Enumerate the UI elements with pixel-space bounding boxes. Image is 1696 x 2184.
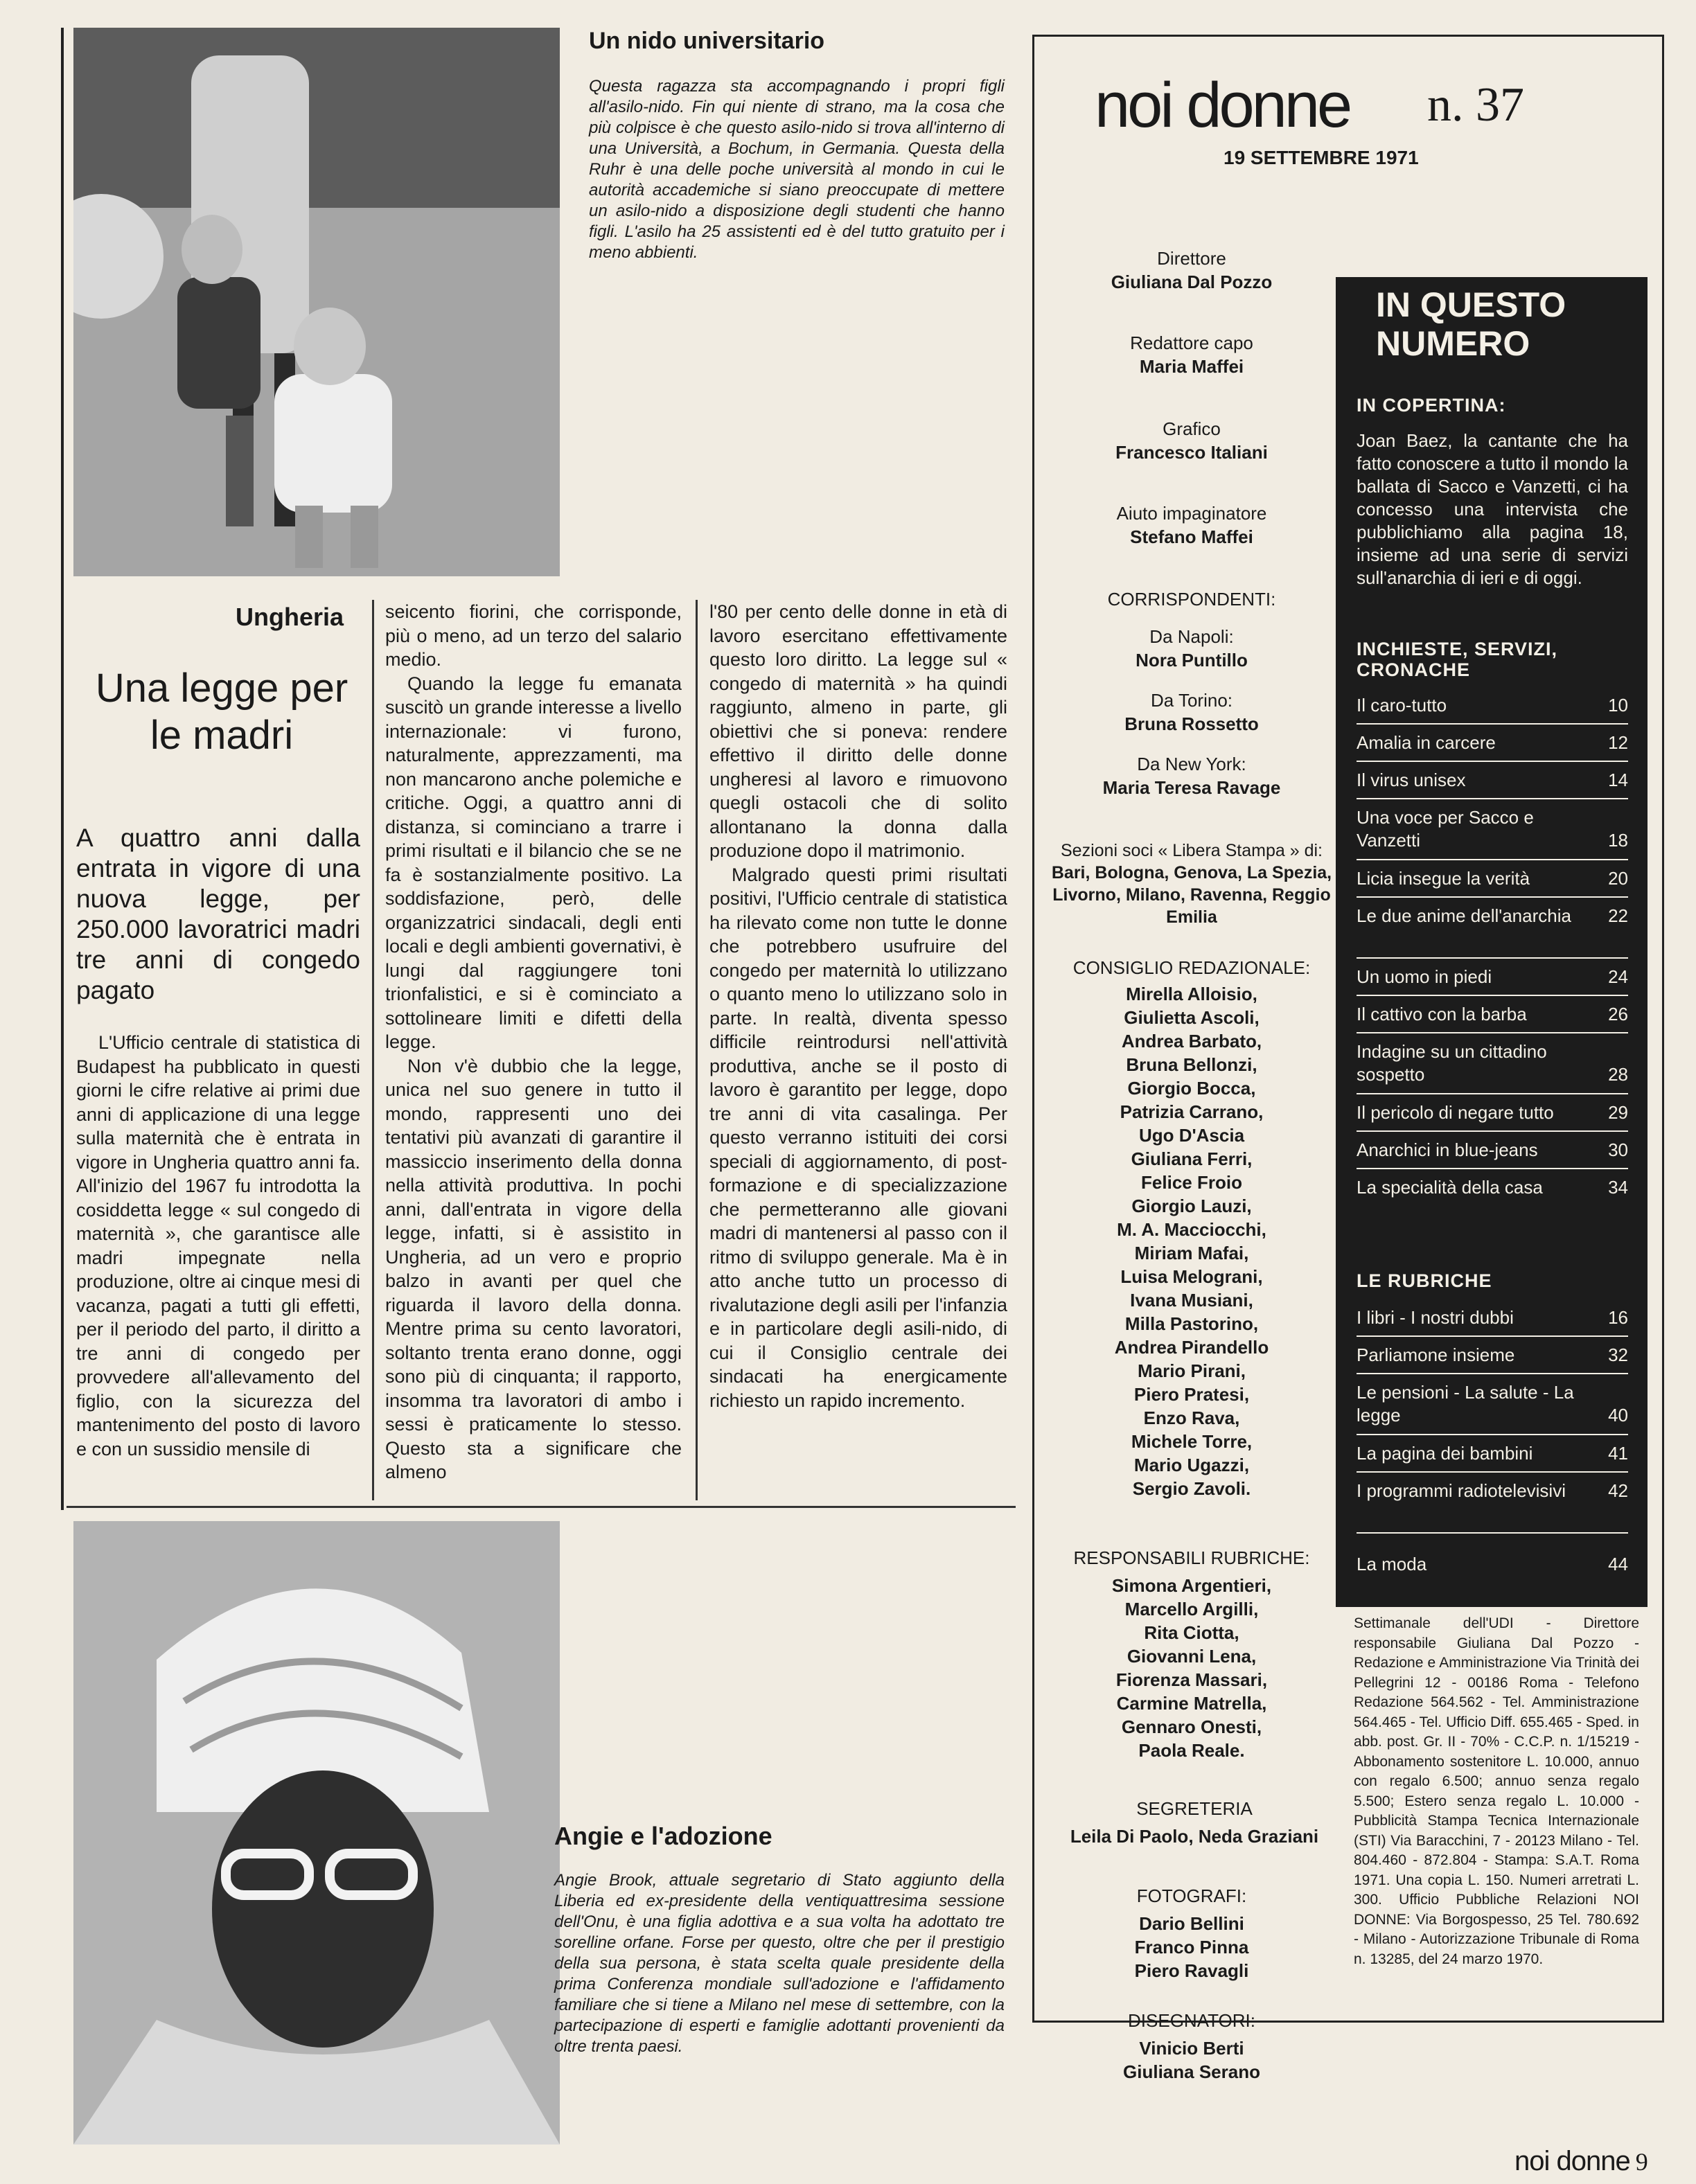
toc-item[interactable] [1357, 1176, 1628, 1199]
photo-angie-brook [73, 1521, 560, 2145]
staff-role: Da Torino: [1150, 690, 1233, 711]
toc-item-label: La moda [1357, 1554, 1427, 1574]
toc-item-page: 42 [1608, 1480, 1628, 1501]
toc-item[interactable] [1357, 694, 1628, 717]
toc-copertina-text: Joan Baez, la cantante che ha fatto conoscere a tutto il mondo la ballata di Sacco e Vanzetti, ci ha concesso una intervista che pubblichiamo alla pagina 18, insieme ad una serie di servizi sull'anarchia di ieri e di oggi. [1357, 430, 1628, 588]
staff-name: Patrizia Carrano, [1120, 1101, 1264, 1122]
toc-divider [1357, 1032, 1628, 1033]
staff-name: Giulietta Ascoli, [1124, 1007, 1260, 1028]
staff-name: Giorgio Lauzi, [1131, 1196, 1252, 1216]
staff-name: Rita Ciotta, [1144, 1622, 1239, 1643]
table-of-contents [1336, 277, 1648, 1607]
toc-item-page: 10 [1608, 695, 1628, 716]
article-col3-p2: Malgrado questi primi risultati positivi, l'Ufficio centrale di statistica ha rilevato come non tutte le donne che potrebbero usufruire del congedo per maternità lo utilizzano o quanto meno lo utilizzano solo in parte. In realtà, diventa spesso difficile reintrodursi nell'attività produttiva, anche se il posto di lavoro è garantito per legge, dopo tre anni di vita casalinga. Per questo verranno istituiti dei corsi speciali di aggiornamento, di post-formazione e di specializzazione che permetteranno alle giovani madri di mantenersi al passo con il ritmo di sviluppo generale. Ma è in atto anche tutto un processo di rivalutazione degli asili per l'infanzia e in particolare degli asili-nido, di cui il Consiglio centrale dei sindacati ha energicamente richiesto un rapido incremento. [709, 864, 1007, 1411]
column-rule-1 [372, 600, 374, 1500]
staff-name: Andrea Barbato, [1121, 1031, 1262, 1051]
staff-name: Carmine Matrella, [1116, 1693, 1267, 1714]
toc-item[interactable] [1357, 1381, 1628, 1427]
toc-item[interactable] [1357, 1139, 1628, 1162]
article-col3-p1: l'80 per cento delle donne in età di lavoro esercitano effettivamente questo loro diritto. La legge sul « congedo di maternità » ha quindi raggiunto, almeno in parte, gli obiettivi che si poneva: rendere effettivo il diritto delle donne ungheresi al lavoro e rimuovono quegli ostacoli che di solito allontanano la donna dalla produzione dopo il matrimonio. [709, 601, 1007, 861]
toc-divider [1357, 896, 1628, 898]
toc-item-page: 34 [1608, 1177, 1628, 1198]
toc-title: IN QUESTO NUMERO [1376, 285, 1566, 363]
toc-item-label: Il cattivo con la barba [1357, 1004, 1527, 1024]
toc-item[interactable] [1357, 806, 1628, 852]
sezioni-cities: Bari, Bologna, Genova, La Spezia, Livorno, Milano, Ravenna, Reggio Emilia [1051, 863, 1332, 927]
staff-disegnatori [1039, 2009, 1344, 2084]
staff-name: Giuliana Dal Pozzo [1111, 272, 1273, 292]
masthead-logo: noi donne [1095, 70, 1350, 141]
toc-item-page: 40 [1608, 1405, 1628, 1426]
staff-name: Leila Di Paolo, Neda Graziani [1070, 1826, 1319, 1847]
toc-item[interactable] [1357, 769, 1628, 792]
toc-item-label: Anarchici in blue-jeans [1357, 1139, 1538, 1160]
section-divider [67, 1506, 1016, 1508]
staff-name: Michele Torre, [1131, 1431, 1253, 1452]
staff-role: Grafico [1163, 418, 1221, 439]
staff-aiuto [1039, 501, 1344, 549]
staff-fotografi [1039, 1884, 1344, 1982]
staff-heading: FOTOGRAFI: [1136, 1885, 1247, 1906]
staff-name: Felice Froio [1141, 1172, 1242, 1193]
staff-name: Bruna Bellonzi, [1126, 1054, 1257, 1075]
toc-item[interactable] [1357, 867, 1628, 890]
angie-caption: Angie Brook, attuale segretario di Stato aggiunto della Liberia ed ex-presidente della ventiquattresima sessione dell'Onu, è una figlia adottiva e a sua volta ha adottato tre sorelline orfane. Forse per questo, oltre che per il prestigio della sua persona, è stata scelta quale presidente della prima Conferenza mondiale sull'adozione e l'affidamento familiare che si tiene a Milano nel mese di settembre, con la partecipazione di esperti e famiglie adottanti provenienti da oltre trenta paesi. [554, 1871, 1005, 2056]
toc-divider [1357, 1168, 1628, 1169]
toc-divider [1357, 995, 1628, 996]
toc-item-page: 29 [1608, 1102, 1628, 1123]
staff-name: Franco Pinna [1134, 1937, 1249, 1957]
staff-heading: SEGRETERIA [1136, 1798, 1253, 1819]
toc-item-page: 44 [1608, 1554, 1628, 1574]
staff-heading: CORRISPONDENTI: [1107, 589, 1276, 610]
issue-number: n. 37 [1427, 78, 1524, 132]
toc-item-page: 14 [1608, 770, 1628, 790]
staff-role: Direttore [1157, 248, 1226, 269]
toc-item-label: Parliamone insieme [1357, 1344, 1515, 1365]
nido-heading: Un nido universitario [589, 28, 825, 54]
staff-name: Giuliana Ferri, [1131, 1148, 1253, 1169]
article-column-2 [385, 600, 682, 1484]
article-col2-p1: seicento fiorini, che corrisponde, più o meno, ad un terzo del salario medio. [385, 601, 682, 670]
staff-name: Gennaro Onesti, [1121, 1716, 1262, 1737]
staff-heading: DISEGNATORI: [1128, 2010, 1255, 2031]
staff-name: Ivana Musiani, [1130, 1290, 1253, 1311]
staff-name: Nora Puntillo [1136, 650, 1248, 671]
toc-divider [1357, 859, 1628, 860]
staff-segreteria [1036, 1797, 1352, 1848]
toc-item[interactable] [1357, 1553, 1628, 1576]
staff-name: Milla Pastorino, [1124, 1313, 1259, 1334]
toc-item-label: Il pericolo di negare tutto [1357, 1102, 1554, 1123]
toc-item-label: Un uomo in piedi [1357, 966, 1492, 987]
toc-item[interactable] [1357, 1040, 1628, 1086]
staff-name: Dario Bellini [1139, 1913, 1244, 1934]
staff-torino [1039, 689, 1344, 736]
page-footer [1514, 2146, 1648, 2177]
toc-item-label: Le pensioni - La salute - La legge [1357, 1382, 1574, 1426]
toc-divider [1357, 1532, 1628, 1534]
toc-item[interactable] [1357, 905, 1628, 927]
column-rule-2 [696, 600, 698, 1500]
staff-name: Miriam Mafai, [1134, 1243, 1249, 1263]
issue-date: 19 SETTEMBRE 1971 [1224, 147, 1419, 168]
staff-role: Aiuto impaginatore [1116, 503, 1267, 524]
nido-caption: Questa ragazza sta accompagnando i propri figli all'asilo-nido. Fin qui niente di strano, ma la cosa che più colpisce è che questo asilo-nido si trova all'interno di una Università, a Bochum, in Germania. Questa della Ruhr è una delle poche università al mondo in cui le autorità accademiche si siano preoccupate di mettere un asilo-nido a disposizione degli studenti che hanno figli. L'asilo ha 25 assistenti ed è del tutto gratuito per i meno abbienti. [589, 77, 1005, 262]
staff-name: Stefano Maffei [1130, 526, 1253, 547]
staff-name: Maria Maffei [1139, 356, 1244, 377]
staff-name: Mario Ugazzi, [1133, 1455, 1250, 1475]
staff-consiglio [1039, 956, 1344, 1500]
toc-divider [1357, 1093, 1628, 1094]
staff-name: Sergio Zavoli. [1132, 1478, 1251, 1499]
toc-item-label: Il caro-tutto [1357, 695, 1447, 716]
toc-item-page: 26 [1608, 1004, 1628, 1024]
staff-name: Giuliana Serano [1123, 2061, 1260, 2082]
toc-item-page: 22 [1608, 905, 1628, 926]
staff-rubriche [1039, 1546, 1344, 1762]
left-margin-rule [61, 28, 64, 1510]
staff-direttore [1039, 247, 1344, 294]
toc-item-page: 24 [1608, 966, 1628, 987]
toc-item-label: La specialità della casa [1357, 1177, 1543, 1198]
toc-item[interactable] [1357, 731, 1628, 754]
toc-item-label: Indagine su un cittadino sospetto [1357, 1041, 1547, 1085]
toc-item[interactable] [1357, 1480, 1628, 1502]
imprint-text: Settimanale dell'UDI - Direttore responsabile Giuliana Dal Pozzo - Redazione e Amministrazione Via Trinità dei Pellegrini 12 - 00186 Roma - Telefono Redazione 564.562 - Tel. Amministrazione 564.465 - Tel. Ufficio Diff. 655.465 - Sped. in abb. post. Gr. II - 70% - C.C.P. n. 1/15219 - Abbonamento sostenitore L. 10.000, annuo con regalo 6.500; annuo senza regalo 5.500; Estero senza regalo L. 10.000 - Pubblicità Stampa Tecnica Internazionale (STI) Via Baracchini, 7 - 20123 Milano - Tel. 804.460 - 872.804 - Stampa: S.A.T. Roma 1971. Una copia L. 150. Numeri arretrati L. 300. Ufficio Pubbliche Relazioni NOI DONNE: Via Borgospesso, 25 Tel. 780.692 - Milano - Autorizzazione Tribunale di Roma n. 13285, del 24 marzo 1970. [1354, 1615, 1639, 1967]
toc-divider [1357, 798, 1628, 799]
staff-name: Vinicio Berti [1139, 2038, 1244, 2059]
staff-role: Da New York: [1137, 754, 1246, 774]
article-kicker: Ungheria [236, 603, 344, 631]
toc-divider [1357, 1130, 1628, 1132]
toc-item-label: Il virus unisex [1357, 770, 1466, 790]
toc-item-label: Amalia in carcere [1357, 732, 1496, 753]
staff-name: Maria Teresa Ravage [1102, 777, 1281, 798]
staff-name: Mario Pirani, [1137, 1360, 1246, 1381]
toc-divider [1357, 1471, 1628, 1473]
toc-item-label: I libri - I nostri dubbi [1357, 1307, 1514, 1328]
toc-item-page: 32 [1608, 1344, 1628, 1365]
toc-item[interactable] [1357, 1306, 1628, 1329]
article-col1-text: L'Ufficio centrale di statistica di Budapest ha pubblicato in questi giorni le cifre relative ai primi due anni di applicazione di una legge sulla maternità che è entrata in vigore in Ungheria quattro anni fa. All'inizio del 1967 fu introdotta la cosiddetta legge « sul congedo di maternità », che garantisce alle madri impegnate nella produzione, oltre ai cinque mesi di vacanza, pagati a tutti gli effetti, per il periodo del parto, il diritto a tre anni di congedo per provvedere all'allevamento del figlio, con la sicurezza del mantenimento del posto di lavoro e con un sussidio mensile di [76, 1032, 360, 1459]
staff-name: Marcello Argilli, [1124, 1599, 1259, 1619]
page-number: 9 [1635, 2148, 1648, 2176]
toc-item[interactable] [1357, 1003, 1628, 1026]
sezioni-intro: Sezioni soci « Libera Stampa » di: [1061, 841, 1323, 860]
toc-rubriche-heading: LE RUBRICHE [1357, 1270, 1492, 1291]
toc-inchieste-heading: INCHIESTE, SERVIZI, CRONACHE [1357, 639, 1558, 680]
photo-university-nursery [73, 28, 560, 576]
toc-item-label: Una voce per Sacco e Vanzetti [1357, 807, 1534, 851]
toc-divider [1357, 723, 1628, 725]
staff-role: Redattore capo [1130, 332, 1253, 353]
staff-name: Fiorenza Massari, [1115, 1669, 1268, 1690]
toc-item-label: Le due anime dell'anarchia [1357, 905, 1571, 926]
toc-item-label: Licia insegue la verità [1357, 868, 1530, 889]
toc-item-page: 20 [1608, 868, 1628, 889]
toc-item[interactable] [1357, 966, 1628, 988]
toc-item[interactable] [1357, 1344, 1628, 1367]
staff-name: Ugo D'Ascia [1138, 1125, 1245, 1146]
toc-item-label: I programmi radiotelevisivi [1357, 1480, 1566, 1501]
toc-item-page: 41 [1608, 1443, 1628, 1464]
staff-heading: RESPONSABILI RUBRICHE: [1073, 1547, 1310, 1568]
article-column-1 [76, 1031, 360, 1461]
toc-divider [1357, 1335, 1628, 1337]
staff-name: Luisa Melograni, [1120, 1266, 1263, 1287]
toc-divider [1357, 957, 1628, 959]
staff-name: Enzo Rava, [1143, 1408, 1240, 1428]
staff-name: Piero Ravagli [1134, 1960, 1249, 1981]
toc-copertina-heading: IN COPERTINA: [1357, 395, 1506, 416]
staff-name: Giovanni Lena, [1127, 1646, 1257, 1667]
staff-name: Paola Reale. [1138, 1740, 1245, 1761]
toc-divider [1357, 1434, 1628, 1435]
staff-corrispondenti [1039, 587, 1344, 611]
toc-item[interactable] [1357, 1442, 1628, 1465]
article-column-3 [709, 600, 1007, 1412]
article-deck: A quattro anni dalla entrata in vigore di una nuova legge, per 250.000 lavoratrici madri tre anni di congedo pagato [76, 824, 360, 1004]
footer-masthead: noi donne [1514, 2146, 1630, 2176]
staff-name: Francesco Italiani [1115, 442, 1268, 463]
staff-heading: CONSIGLIO REDAZIONALE: [1072, 957, 1311, 978]
staff-name: Piero Pratesi, [1133, 1384, 1250, 1405]
staff-name: Mirella Alloisio, [1126, 984, 1257, 1004]
article-headline: Una legge per le madri [95, 666, 348, 758]
toc-divider [1357, 761, 1628, 762]
staff-newyork [1039, 752, 1344, 799]
staff-name: Andrea Pirandello [1114, 1337, 1269, 1358]
staff-redattore [1039, 331, 1344, 378]
article-col2-p3: Non v'è dubbio che la legge, unica nel suo genere in tutto il mondo, rappresenti uno dei tentativi più avanzati di garantire il massiccio inserimento della donna nella attività produttiva. In pochi anni, dall'entrata in vigore della legge, infatti, si è assistito in Ungheria, ad un vero e proprio balzo in avanti per quel che riguarda il lavoro della donna. Mentre prima su cento lavoratori, soltanto trenta erano donne, oggi sono più di cinquanta; il rapporto, insomma tra lavoratori di ambo i sessi è praticamente lo stesso. Questo sta a significare che almeno [385, 1055, 682, 1482]
toc-item-page: 30 [1608, 1139, 1628, 1160]
angie-heading: Angie e l'adozione [554, 1822, 772, 1850]
staff-sezioni [1043, 840, 1340, 928]
toc-item-page: 12 [1608, 732, 1628, 753]
toc-item-page: 28 [1608, 1064, 1628, 1085]
toc-divider [1357, 1373, 1628, 1374]
staff-name: Simona Argentieri, [1111, 1575, 1272, 1596]
staff-name: Bruna Rossetto [1124, 713, 1259, 734]
staff-grafico [1039, 417, 1344, 464]
staff-napoli [1039, 625, 1344, 672]
toc-item-label: La pagina dei bambini [1357, 1443, 1533, 1464]
staff-name: M. A. Macciocchi, [1117, 1219, 1266, 1240]
staff-name: Giorgio Bocca, [1127, 1078, 1256, 1099]
toc-item-page: 16 [1608, 1307, 1628, 1328]
article-col2-p2: Quando la legge fu emanata suscitò un grande interesse a livello internazionale: vi furono, naturalmente, apprezzamenti, ma non mancarono anche polemiche e critiche. Oggi, a quattro anni di distanza, si cominciano a trarre i primi risultati e il bilancio che se ne fa è sostanzialmente positivo. La soddisfazione, però, delle organizzatrici sindacali, degli enti locali e degli ambienti governativi, è lungi dal raggiungere toni trionfalistici, e si è cominciato a sottolineare limiti e difetti della legge. [385, 673, 682, 1052]
staff-role: Da Napoli: [1149, 626, 1234, 647]
toc-item-page: 18 [1608, 830, 1628, 851]
toc-item[interactable] [1357, 1101, 1628, 1124]
